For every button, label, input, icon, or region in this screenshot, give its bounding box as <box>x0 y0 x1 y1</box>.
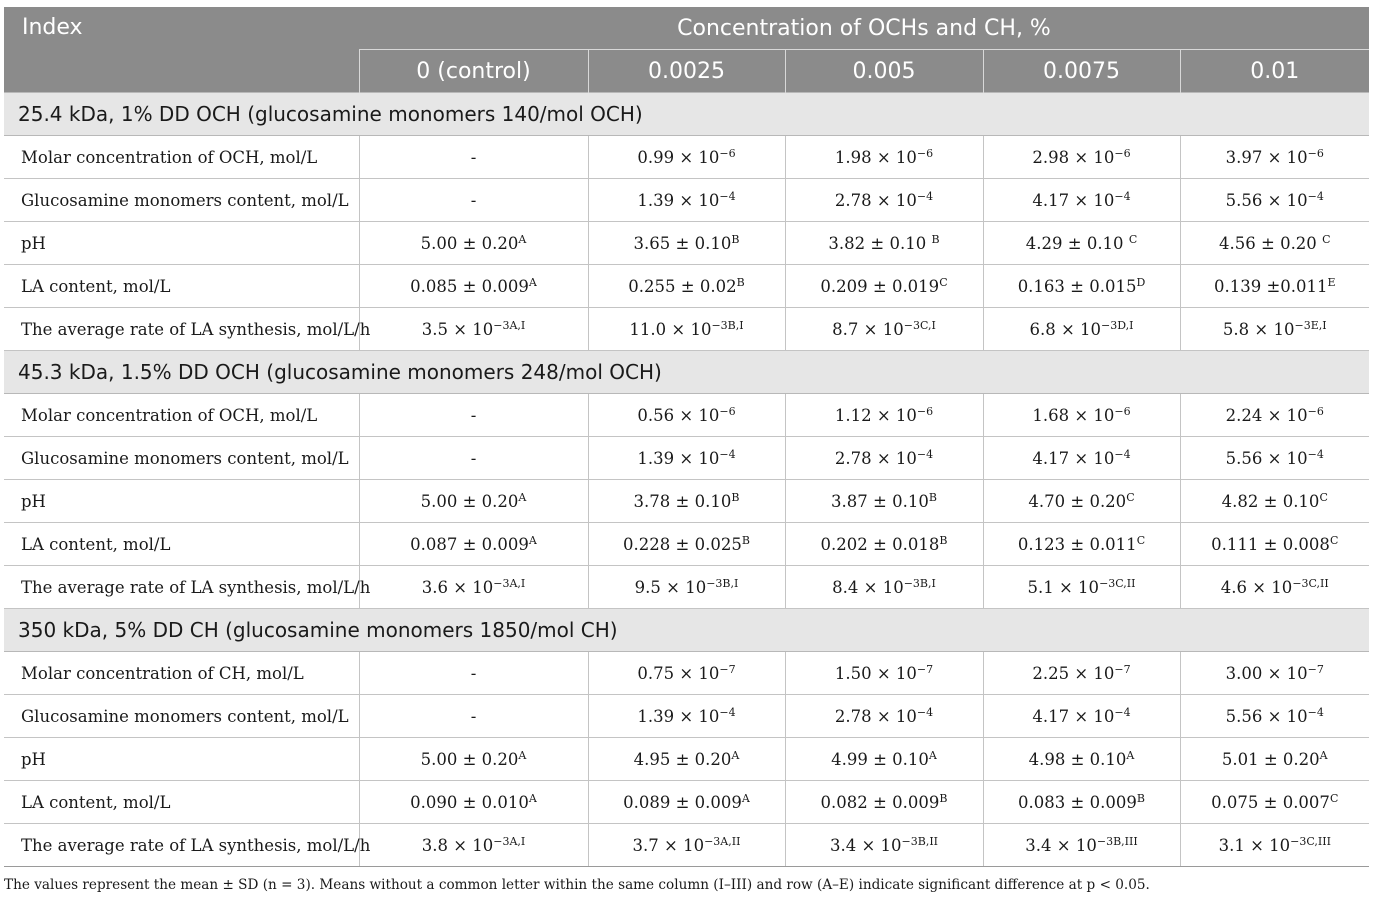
table-cell <box>1180 222 1369 265</box>
table-cell <box>983 222 1180 265</box>
cell-value: - <box>470 190 477 210</box>
cell-value: 0.209 ± 0.019 <box>820 277 940 296</box>
table-cell <box>588 480 785 523</box>
cell-value: 4.17 × 10 <box>1032 707 1115 726</box>
cell-value: - <box>470 663 477 683</box>
cell-superscript: B <box>741 534 750 547</box>
cell-value: 0.99 × 10 <box>637 148 720 167</box>
cell-value: 8.7 × 10 <box>832 320 904 339</box>
cell-value: 5.56 × 10 <box>1225 449 1308 468</box>
table-cell <box>359 652 588 695</box>
cell-superscript: −4 <box>916 190 934 203</box>
table-cell <box>1180 480 1369 523</box>
cell-value: 3.65 ± 0.10 <box>633 234 732 253</box>
cell-superscript: C <box>1128 233 1138 246</box>
section-header-row <box>4 609 1369 652</box>
table-cell <box>588 523 785 566</box>
cell-value: 5.56 × 10 <box>1225 707 1308 726</box>
table-cell <box>785 480 983 523</box>
table-cell <box>1180 265 1369 308</box>
cell-value: 2.78 × 10 <box>834 707 917 726</box>
table-row <box>4 566 1369 609</box>
row-label: LA content, mol/L <box>4 523 359 566</box>
row-label: Glucosamine monomers content, mol/L <box>4 437 359 480</box>
cell-superscript: B <box>731 491 740 504</box>
table-cell <box>785 781 983 824</box>
table-cell <box>785 824 983 867</box>
cell-superscript: B <box>939 534 948 547</box>
cell-superscript: −3D,I <box>1101 319 1134 332</box>
table-cell <box>1180 695 1369 738</box>
cell-superscript: −6 <box>1307 405 1324 418</box>
cell-superscript: C <box>1136 534 1146 547</box>
cell-superscript: −6 <box>916 147 934 160</box>
cell-value: 4.17 × 10 <box>1032 191 1115 210</box>
table-cell <box>588 136 785 179</box>
cell-superscript: A <box>741 792 750 805</box>
table-body <box>4 93 1369 867</box>
table-cell <box>785 394 983 437</box>
cell-value: 4.29 ± 0.10 <box>1025 234 1129 253</box>
cell-value: 3.7 × 10 <box>632 836 705 855</box>
table-cell <box>359 308 588 351</box>
cell-superscript: −6 <box>719 147 736 160</box>
cell-value: 0.202 ± 0.018 <box>820 535 940 554</box>
table-cell <box>983 179 1180 222</box>
table-cell <box>983 566 1180 609</box>
table-cell <box>359 437 588 480</box>
table-cell <box>1180 523 1369 566</box>
table-cell <box>983 781 1180 824</box>
cell-superscript: −3A,I <box>493 577 526 590</box>
cell-superscript: −7 <box>719 663 736 676</box>
table-cell <box>359 480 588 523</box>
cell-value: 0.255 ± 0.02 <box>628 277 737 296</box>
cell-value: - <box>470 147 477 167</box>
cell-value: - <box>470 706 477 726</box>
table-cell <box>1180 652 1369 695</box>
table-cell <box>588 781 785 824</box>
cell-superscript: C <box>1319 491 1328 504</box>
table-cell <box>785 265 983 308</box>
cell-superscript: B <box>928 491 937 504</box>
cell-value: 1.39 × 10 <box>637 191 720 210</box>
table-cell <box>1180 136 1369 179</box>
cell-value: 2.78 × 10 <box>834 191 917 210</box>
table-cell <box>359 136 588 179</box>
cell-value: 9.5 × 10 <box>634 578 707 597</box>
cell-value: 2.25 × 10 <box>1032 664 1115 683</box>
row-label: LA content, mol/L <box>4 265 359 308</box>
table-cell <box>588 179 785 222</box>
cell-value: 3.82 ± 0.10 <box>828 234 932 253</box>
table-cell <box>588 437 785 480</box>
row-label: The average rate of LA synthesis, mol/L/h <box>4 566 359 609</box>
cell-value: 3.97 × 10 <box>1225 148 1308 167</box>
cell-superscript: −4 <box>1307 706 1324 719</box>
cell-value: 0.56 × 10 <box>637 406 720 425</box>
cell-value: 3.78 ± 0.10 <box>633 492 732 511</box>
cell-superscript: −4 <box>1307 448 1324 461</box>
cell-value: 0.123 ± 0.011 <box>1017 535 1137 554</box>
cell-value: 2.24 × 10 <box>1225 406 1308 425</box>
cell-superscript: B <box>1136 792 1145 805</box>
cell-value: - <box>470 448 477 468</box>
cell-superscript: −4 <box>916 448 934 461</box>
cell-value: 0.075 ± 0.007 <box>1211 793 1330 812</box>
table-cell <box>785 437 983 480</box>
cell-superscript: A <box>528 276 537 289</box>
cell-superscript: A <box>1126 749 1135 762</box>
cell-superscript: −6 <box>1114 405 1131 418</box>
section-title: 45.3 kDa, 1.5% DD OCH (glucosamine monomers 248/mol OCH) <box>4 351 1369 394</box>
row-label: Molar concentration of CH, mol/L <box>4 652 359 695</box>
row-label: pH <box>4 222 359 265</box>
cell-superscript: −3C,III <box>1290 835 1331 848</box>
cell-superscript: A <box>528 792 537 805</box>
row-label: The average rate of LA synthesis, mol/L/h <box>4 824 359 867</box>
cell-superscript: −6 <box>1114 147 1131 160</box>
cell-value: 3.5 × 10 <box>421 320 494 339</box>
column-header-0.0025: 0.0025 <box>588 50 785 93</box>
cell-superscript: −3C,II <box>1099 577 1136 590</box>
cell-value: 3.6 × 10 <box>421 578 494 597</box>
cell-superscript: −3B,III <box>1096 835 1138 848</box>
table-row <box>4 265 1369 308</box>
cell-value: 5.8 × 10 <box>1222 320 1295 339</box>
cell-superscript: −7 <box>916 663 934 676</box>
cell-value: 0.082 ± 0.009 <box>820 793 940 812</box>
row-label: Glucosamine monomers content, mol/L <box>4 179 359 222</box>
cell-value: 0.085 ± 0.009 <box>410 277 529 296</box>
table-cell <box>785 566 983 609</box>
cell-superscript: −4 <box>719 706 736 719</box>
table-cell <box>1180 394 1369 437</box>
table-cell <box>359 394 588 437</box>
table-row <box>4 308 1369 351</box>
cell-superscript: −6 <box>1307 147 1324 160</box>
cell-value: 5.01 ± 0.20 <box>1221 750 1320 769</box>
cell-superscript: C <box>939 276 948 289</box>
row-label: Molar concentration of OCH, mol/L <box>4 136 359 179</box>
table-cell <box>588 566 785 609</box>
cell-superscript: A <box>518 749 527 762</box>
cell-value: 5.00 ± 0.20 <box>420 234 519 253</box>
cell-superscript: A <box>528 534 537 547</box>
cell-value: 3.4 × 10 <box>829 836 902 855</box>
cell-superscript: −7 <box>1114 663 1131 676</box>
cell-superscript: A <box>731 749 740 762</box>
cell-superscript: B <box>931 233 940 246</box>
cell-value: 1.39 × 10 <box>637 449 720 468</box>
cell-superscript: −3E,I <box>1294 319 1327 332</box>
table-cell <box>983 652 1180 695</box>
table-row <box>4 394 1369 437</box>
cell-superscript: A <box>518 491 527 504</box>
cell-superscript: −4 <box>1307 190 1324 203</box>
cell-superscript: −4 <box>719 190 736 203</box>
cell-superscript: −3B,II <box>901 835 939 848</box>
table-cell <box>359 566 588 609</box>
table-cell <box>588 738 785 781</box>
table-row <box>4 652 1369 695</box>
cell-superscript: A <box>518 233 527 246</box>
row-label: LA content, mol/L <box>4 781 359 824</box>
cell-value: 0.75 × 10 <box>637 664 720 683</box>
table-cell <box>359 781 588 824</box>
table-row <box>4 738 1369 781</box>
cell-superscript: −4 <box>1114 706 1131 719</box>
table-cell <box>785 222 983 265</box>
cell-value: 0.228 ± 0.025 <box>623 535 742 554</box>
cell-superscript: A <box>928 749 937 762</box>
results-table-container <box>4 7 1369 867</box>
cell-value: 1.39 × 10 <box>637 707 720 726</box>
table-cell <box>983 136 1180 179</box>
table-footnote: The values represent the mean ± SD (n = 3). Means without a common letter within the same column (I–III) and row (A–E) indicate significant difference at p < 0.05. <box>4 877 1150 893</box>
cell-superscript: B <box>731 233 740 246</box>
cell-value: 0.089 ± 0.009 <box>623 793 742 812</box>
cell-superscript: D <box>1136 276 1146 289</box>
cell-superscript: A <box>1319 749 1328 762</box>
cell-value: 5.00 ± 0.20 <box>420 492 519 511</box>
cell-value: 4.17 × 10 <box>1032 449 1115 468</box>
table-cell <box>588 695 785 738</box>
cell-value: 1.68 × 10 <box>1032 406 1115 425</box>
cell-value: 4.82 ± 0.10 <box>1221 492 1320 511</box>
table-cell <box>588 222 785 265</box>
table-row <box>4 222 1369 265</box>
table-cell <box>785 652 983 695</box>
table-cell <box>588 308 785 351</box>
cell-value: 5.00 ± 0.20 <box>420 750 519 769</box>
table-cell <box>983 265 1180 308</box>
column-header-control: 0 (control) <box>359 50 588 93</box>
cell-superscript: −3C,I <box>903 319 936 332</box>
table-row <box>4 480 1369 523</box>
table-cell <box>1180 824 1369 867</box>
cell-superscript: C <box>1126 491 1135 504</box>
results-table <box>4 7 1369 867</box>
cell-superscript: C <box>1322 233 1331 246</box>
cell-superscript: E <box>1327 276 1336 289</box>
table-cell <box>785 136 983 179</box>
cell-superscript: −3B,I <box>706 577 739 590</box>
cell-superscript: B <box>736 276 745 289</box>
cell-value: - <box>470 405 477 425</box>
cell-value: 11.0 × 10 <box>629 320 712 339</box>
table-cell <box>1180 566 1369 609</box>
cell-superscript: C <box>1329 534 1339 547</box>
table-cell <box>785 179 983 222</box>
table-cell <box>1180 437 1369 480</box>
table-cell <box>983 437 1180 480</box>
table-cell <box>785 738 983 781</box>
cell-superscript: −3C,II <box>1292 577 1329 590</box>
cell-value: 4.70 ± 0.20 <box>1028 492 1127 511</box>
cell-value: 3.1 × 10 <box>1218 836 1291 855</box>
table-cell <box>359 222 588 265</box>
cell-value: 0.163 ± 0.015 <box>1017 277 1137 296</box>
section-header-row <box>4 351 1369 394</box>
cell-superscript: C <box>1329 792 1339 805</box>
cell-superscript: −4 <box>1114 448 1131 461</box>
cell-value: 5.1 × 10 <box>1027 578 1100 597</box>
cell-value: 5.56 × 10 <box>1225 191 1308 210</box>
table-cell <box>983 523 1180 566</box>
table-cell <box>1180 781 1369 824</box>
table-row <box>4 523 1369 566</box>
table-cell <box>1180 179 1369 222</box>
cell-superscript: −4 <box>916 706 934 719</box>
column-header-0.0075: 0.0075 <box>983 50 1180 93</box>
column-header-0.01: 0.01 <box>1180 50 1369 93</box>
table-cell <box>983 824 1180 867</box>
table-cell <box>588 394 785 437</box>
cell-superscript: −6 <box>916 405 934 418</box>
cell-superscript: −3A,I <box>493 835 526 848</box>
table-cell <box>359 523 588 566</box>
table-header <box>4 7 1369 93</box>
table-cell <box>785 523 983 566</box>
cell-value: 4.56 ± 0.20 <box>1219 234 1323 253</box>
table-cell <box>785 695 983 738</box>
table-row <box>4 437 1369 480</box>
table-row <box>4 136 1369 179</box>
table-cell <box>359 695 588 738</box>
table-row <box>4 179 1369 222</box>
cell-value: 0.087 ± 0.009 <box>410 535 529 554</box>
cell-superscript: −7 <box>1307 663 1324 676</box>
table-cell <box>983 394 1180 437</box>
table-cell <box>983 480 1180 523</box>
row-label: pH <box>4 738 359 781</box>
table-row <box>4 695 1369 738</box>
table-cell <box>983 308 1180 351</box>
index-column-header: Index <box>4 7 359 93</box>
cell-value: 3.8 × 10 <box>421 836 494 855</box>
cell-value: 3.87 ± 0.10 <box>831 492 929 511</box>
column-header-0.005: 0.005 <box>785 50 983 93</box>
table-cell <box>588 824 785 867</box>
section-header-row <box>4 93 1369 136</box>
cell-value: 1.50 × 10 <box>834 664 917 683</box>
table-cell <box>588 652 785 695</box>
table-cell <box>1180 738 1369 781</box>
row-label: The average rate of LA synthesis, mol/L/h <box>4 308 359 351</box>
cell-superscript: −6 <box>719 405 736 418</box>
table-cell <box>359 738 588 781</box>
cell-superscript: −3B,I <box>903 577 936 590</box>
cell-value: 3.4 × 10 <box>1025 836 1097 855</box>
table-row <box>4 781 1369 824</box>
cell-superscript: −3A,II <box>704 835 741 848</box>
cell-value: 0.111 ± 0.008 <box>1211 535 1330 554</box>
section-title: 350 kDa, 5% DD CH (glucosamine monomers 1850/mol CH) <box>4 609 1369 652</box>
table-cell <box>983 738 1180 781</box>
table-cell <box>588 265 785 308</box>
cell-value: 2.78 × 10 <box>834 449 917 468</box>
cell-superscript: −3A,I <box>493 319 526 332</box>
cell-superscript: −4 <box>719 448 736 461</box>
concentration-group-header: Concentration of OCHs and CH, % <box>359 7 1369 50</box>
row-label: Glucosamine monomers content, mol/L <box>4 695 359 738</box>
cell-superscript: −3B,I <box>711 319 744 332</box>
cell-superscript: −4 <box>1114 190 1131 203</box>
table-cell <box>359 265 588 308</box>
row-label: pH <box>4 480 359 523</box>
cell-value: 4.6 × 10 <box>1220 578 1293 597</box>
row-label: Molar concentration of OCH, mol/L <box>4 394 359 437</box>
table-cell <box>983 695 1180 738</box>
cell-value: 4.95 ± 0.20 <box>633 750 732 769</box>
cell-superscript: B <box>939 792 948 805</box>
cell-value: 4.99 ± 0.10 <box>831 750 929 769</box>
cell-value: 3.00 × 10 <box>1225 664 1308 683</box>
table-cell <box>785 308 983 351</box>
table-cell <box>1180 308 1369 351</box>
table-row <box>4 824 1369 867</box>
section-title: 25.4 kDa, 1% DD OCH (glucosamine monomers 140/mol OCH) <box>4 93 1369 136</box>
table-cell <box>359 824 588 867</box>
cell-value: 0.090 ± 0.010 <box>410 793 529 812</box>
cell-value: 1.98 × 10 <box>834 148 917 167</box>
cell-value: 1.12 × 10 <box>834 406 917 425</box>
cell-value: 6.8 × 10 <box>1029 320 1102 339</box>
table-cell <box>359 179 588 222</box>
cell-value: 0.139 ±0.011 <box>1213 277 1328 296</box>
cell-value: 4.98 ± 0.10 <box>1028 750 1127 769</box>
cell-value: 8.4 × 10 <box>832 578 904 597</box>
cell-value: 2.98 × 10 <box>1032 148 1115 167</box>
cell-value: 0.083 ± 0.009 <box>1018 793 1137 812</box>
